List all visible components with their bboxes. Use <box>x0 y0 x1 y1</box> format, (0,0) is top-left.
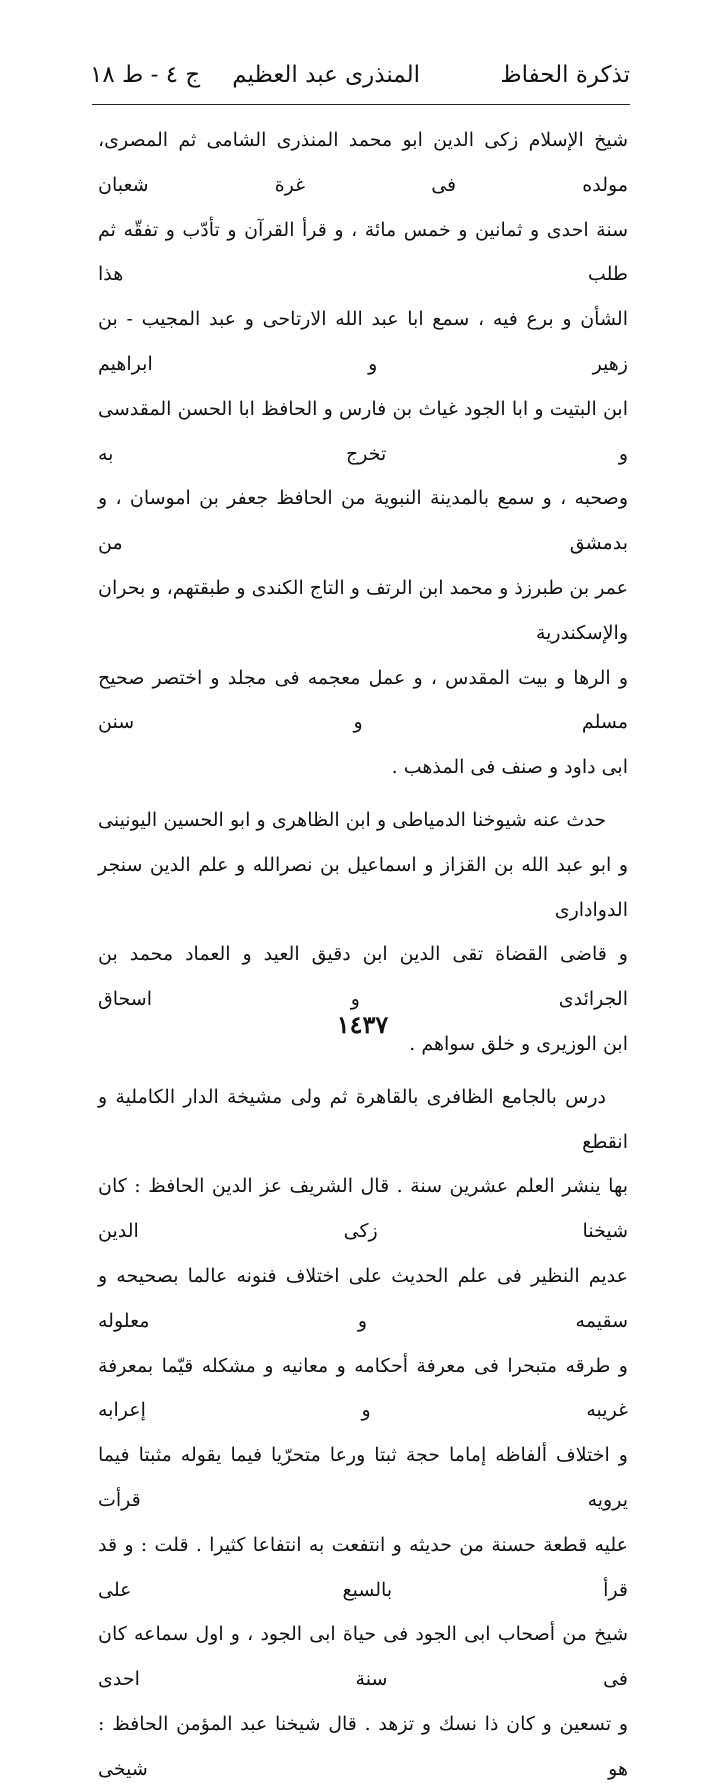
header-book-title: تذكرة الحفاظ <box>500 62 630 88</box>
header-volume-ref: ج ٤ - ط ١٨ <box>90 62 201 88</box>
text-line: حدث عنه شيوخنا الدمياطى و ابن الظاهرى و ابو الحسين اليونينى <box>98 808 606 831</box>
text-line: عديم النظير فى علم الحديث على اختلاف فنونه عالما بصحيحه و سقيمه و معلوله <box>98 1264 628 1332</box>
text-line: و الرها و بيت المقدس ، و عمل معجمه فى مجلد و اختصر صحيح مسلم و سنن <box>98 666 628 734</box>
header-subject: المنذرى عبد العظيم <box>232 62 420 88</box>
text-line: شيخ الإسلام زكى الدين ابو محمد المنذرى الشامى ثم المصرى، مولده فى غرة شعبان <box>98 129 628 196</box>
text-line: ابى داود و صنف فى المذهب . <box>391 756 628 779</box>
text-line: الشأن و برع فيه ، سمع ابا عبد الله الارتاحى و عبد المجيب - بن زهير و ابراهيم <box>98 308 628 375</box>
text-line: درس بالجامع الظافرى بالقاهرة ثم ولى مشيخة الدار الكاملية و انقطع <box>98 1085 628 1153</box>
text-line: شيخ من أصحاب ابى الجود فى حياة ابى الجود ، و اول سماعه كان فى سنة احدى <box>98 1623 628 1691</box>
text-line: وصحبه ، و سمع بالمدينة النبوية من الحافظ جعفر بن اموسان ، و بدمشق من <box>98 487 628 555</box>
text-line: ابن البتيت و ابا الجود غياث بن فارس و الحافظ ابا الحسن المقدسى و تخرج به <box>98 397 628 465</box>
text-line: سنة احدى و ثمانين و خمس مائة ، و قرأ القرآن و تأدّب و تفقّه ثم طلب هذا <box>98 218 628 286</box>
text-line: و ابو عبد الله بن القزاز و اسماعيل بن نصرالله و علم الدين سنجر الدوادارى <box>98 853 628 921</box>
text-line: و تسعين و كان ذا نسك و تزهد . قال شيخنا عبد المؤمن الحافظ : هو شيخى <box>98 1712 628 1780</box>
text-line: و اختلاف ألفاظه إماما حجة ثبتا ورعا متحرّيا فيما يقوله مثبتا فيما يرويه قرأت <box>98 1444 628 1511</box>
page-number: ١٤٣٧ <box>336 1010 389 1039</box>
text-line: و قاضى القضاة تقى الدين ابن دقيق العيد و العماد محمد بن الجرائدى و اسحاق <box>98 943 628 1011</box>
text-line: عمر بن طبرزذ و محمد ابن الرتف و التاج الكندى و طبقتهم، و بحران والإسكندرية <box>98 576 628 644</box>
header-rule <box>92 104 630 105</box>
text-line: بها ينشر العلم عشرين سنة . قال الشريف عز الدين الحافظ : كان شيخنا زكى الدين <box>98 1175 628 1243</box>
text-line: عليه قطعة حسنة من حديثه و انتفعت به انتفاعا كثيرا . قلت : و قد قرأ بالسبع على <box>98 1533 628 1601</box>
body-text <box>98 118 628 1791</box>
running-header <box>90 62 630 102</box>
text-line: و طرقه متبحرا فى معرفة أحكامه و معانيه و مشكله قيّما بمعرفة غريبه و إعرابه <box>98 1354 628 1422</box>
text-line: ابن الوزيرى و خلق سواهم . <box>409 1032 628 1055</box>
